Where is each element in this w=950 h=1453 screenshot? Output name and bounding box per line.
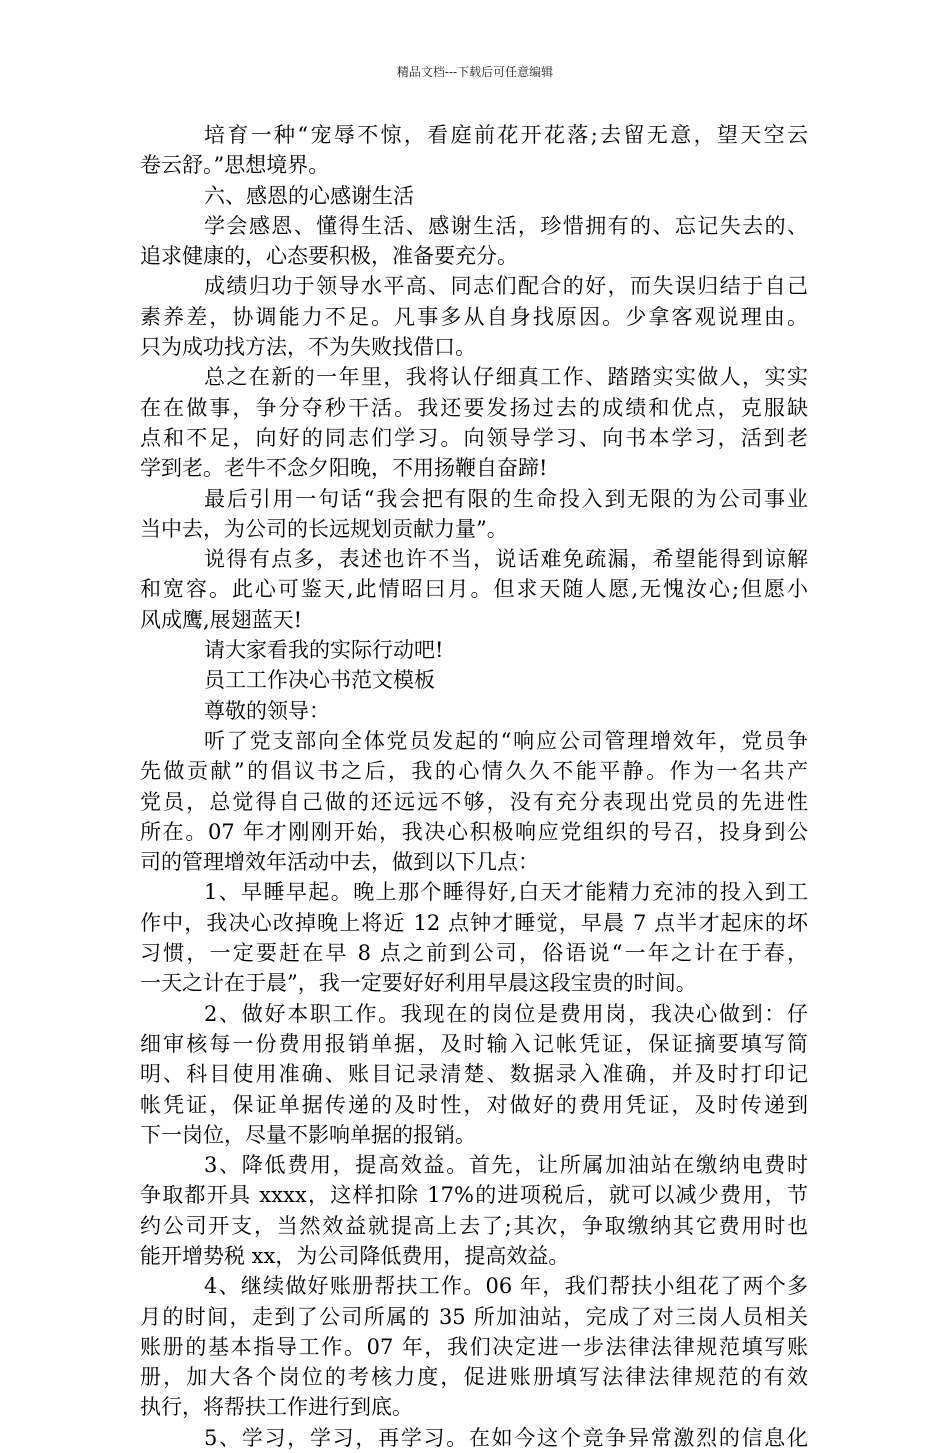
- text-line: 一天之计在于晨”，我一定要好好利用早晨这段宝贵的时间。: [140, 971, 697, 996]
- text-line: 卷云舒。”思想境界。: [140, 153, 330, 178]
- text-line: 所在。07 年才刚刚开始，我决心积极响应党组织的号召，投身到公: [140, 819, 808, 844]
- text-line: 3、降低费用，提高效益。首先，让所属加油站在缴纳电费时: [204, 1153, 808, 1178]
- text-line: 和宽容。此心可鉴天,此情昭曰月。但求天随人愿,无愧汝心;但愿小: [140, 577, 808, 602]
- text-line: 当中去，为公司的长远规划贡献力量”。: [140, 516, 508, 541]
- text-line: 学到老。老牛不念夕阳晚，不用扬鞭自奋蹄!: [140, 456, 548, 481]
- text-line: 约公司开支，当然效益就提高上去了;其次，争取缴纳其它费用时也: [140, 1213, 808, 1238]
- text-line: 帐凭证，保证单据传递的及时性，对做好的费用凭证，及时传递到: [140, 1092, 808, 1117]
- text-line: 司的管理增效年活动中去，做到以下几点：: [140, 850, 539, 875]
- page-header: 精品文档---下载后可任意编辑: [396, 65, 554, 79]
- text-line: 最后引用一句话“我会把有限的生命投入到无限的为公司事业: [204, 486, 808, 511]
- text-line: 习惯，一定要赶在早 8 点之前到公司，俗语说“一年之计在于春，: [140, 941, 808, 966]
- text-line: 党员，总觉得自己做的还远远不够，没有充分表现出党员的先进性: [140, 789, 808, 814]
- text-line: 追求健康的，心态要积极，准备要充分。: [140, 244, 518, 269]
- text-line: 只为成功找方法，不为失败找借口。: [140, 335, 476, 360]
- text-line: 作中，我决心改掉晚上将近 12 点钟才睡觉，早晨 7 点半才起床的坏: [140, 910, 808, 935]
- text-line: 学会感恩、懂得生活、感谢生活，珍惜拥有的、忘记失去的、: [204, 213, 808, 238]
- text-line: 听了党支部向全体党员发起的“响应公司管理增效年，党员争: [204, 728, 808, 753]
- text-line: 细审核每一份费用报销单据，及时输入记帐凭证，保证摘要填写简: [140, 1031, 808, 1056]
- text-line: 请大家看我的实际行动吧!: [204, 638, 444, 663]
- text-line: 执行，将帮扶工作进行到底。: [140, 1395, 413, 1420]
- text-line: 下一岗位，尽量不影响单据的报销。: [140, 1122, 476, 1147]
- text-line: 月的时间，走到了公司所属的 35 所加油站，完成了对三岗人员相关: [140, 1304, 808, 1329]
- text-line: 1、早睡早起。晚上那个睡得好,白天才能精力充沛的投入到工: [204, 880, 808, 905]
- text-line: 培育一种“宠辱不惊，看庭前花开花落;去留无意，望天空云: [204, 123, 808, 147]
- text-line: 争取都开具 xxxx，这样扣除 17%的进项税后，就可以减少费用，节: [140, 1183, 808, 1208]
- text-line: 素养差，协调能力不足。凡事多从自身找原因。少拿客观说理由。: [140, 304, 808, 329]
- text-line: 总之在新的一年里，我将认仔细真工作、踏踏实实做人，实实: [204, 365, 808, 390]
- text-line: 在在做事，争分夺秒干活。我还要发扬过去的成绩和优点，克服缺: [140, 395, 808, 420]
- text-line: 4、继续做好账册帮扶工作。06 年，我们帮扶小组花了两个多: [204, 1274, 808, 1299]
- text-line: 能开增势税 xx，为公司降低费用，提高效益。: [140, 1243, 570, 1268]
- body-text: [140, 120, 808, 1453]
- text-line: 明、科目使用准确、账目记录清楚、数据录入准确，并及时打印记: [140, 1062, 808, 1087]
- text-line: 风成鹰,展翅蓝天!: [140, 607, 303, 632]
- text-line: 说得有点多，表述也许不当，说话难免疏漏，希望能得到谅解: [204, 547, 808, 572]
- text-line: 六、感恩的心感谢生活: [204, 183, 414, 208]
- text-line: 册，加大各个岗位的考核力度，促进账册填写法律法律规范的有效: [140, 1365, 808, 1390]
- text-line: 5、学习，学习，再学习。在如今这个竞争异常激烈的信息化: [204, 1425, 808, 1450]
- text-line: 尊敬的领导：: [204, 698, 330, 723]
- text-line: 成绩归功于领导水平高、同志们配合的好，而失误归结于自己: [204, 274, 808, 299]
- text-line: 点和不足，向好的同志们学习。向领导学习、向书本学习，活到老: [140, 425, 808, 450]
- text-line: 先做贡献”的倡议书之后，我的心情久久不能平静。作为一名共产: [140, 759, 808, 784]
- text-line: 账册的基本指导工作。07 年，我们决定进一步法律法律规范填写账: [140, 1334, 808, 1359]
- text-line: 2、做好本职工作。我现在的岗位是费用岗，我决心做到：仔: [204, 1001, 808, 1026]
- text-line: 员工工作决心书范文模板: [204, 668, 435, 693]
